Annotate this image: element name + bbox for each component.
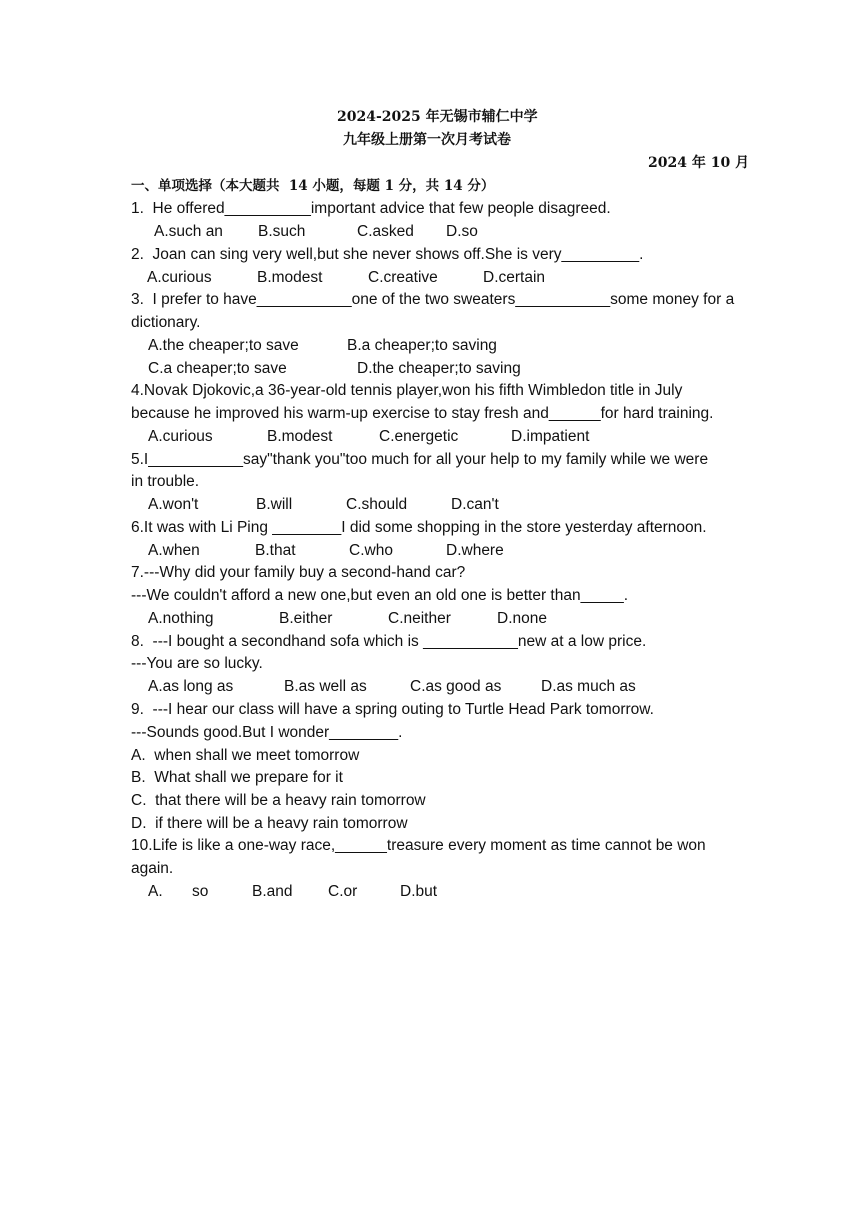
exam-subtitle: 九年级上册第一次月考试卷 xyxy=(343,132,511,148)
question-5-stem-cont: in trouble. xyxy=(131,473,200,490)
q9-option-a: A. when shall we meet tomorrow xyxy=(131,747,360,764)
q4-option-c: C.energetic xyxy=(379,428,459,445)
q5-option-d: D.can't xyxy=(451,496,499,513)
question-3-stem-cont: dictionary. xyxy=(131,314,201,331)
q7-option-d: D.none xyxy=(497,610,547,627)
q2-option-d: D.certain xyxy=(483,269,546,286)
question-4-stem-cont: because he improved his warm-up exercise to stay fresh and______for hard training. xyxy=(131,405,714,422)
q3-option-a: A.the cheaper;to save xyxy=(148,337,299,354)
q2-option-c: C.creative xyxy=(368,269,438,286)
question-2-stem: 2. Joan can sing very well,but she never shows off.She is very_________. xyxy=(131,246,644,263)
q4-option-b: B.modest xyxy=(267,428,333,445)
q3-option-c: C.a cheaper;to save xyxy=(148,360,287,377)
question-8-stem-cont: ---You are so lucky. xyxy=(131,655,263,672)
q8-option-b: B.as well as xyxy=(284,678,367,695)
q4-option-a: A.curious xyxy=(148,428,213,445)
q6-option-d: D.where xyxy=(446,542,504,559)
q1-option-a: A.such an xyxy=(154,223,223,240)
section-heading: 一、单项选择（本大题共 14 小题，每题 1 分，共 14 分） xyxy=(131,178,495,194)
q10-option-a-text: so xyxy=(192,883,209,900)
q1-option-c: C.asked xyxy=(357,223,414,240)
q3-option-b: B.a cheaper;to saving xyxy=(347,337,497,354)
question-7-stem-cont: ---We couldn't afford a new one,but even an old one is better than_____. xyxy=(131,587,628,604)
q2-option-b: B.modest xyxy=(257,269,323,286)
question-9-stem: 9. ---I hear our class will have a spring outing to Turtle Head Park tomorrow. xyxy=(131,701,654,718)
q1-option-b: B.such xyxy=(258,223,306,240)
question-3-stem: 3. I prefer to have___________one of the two sweaters___________some money for a xyxy=(131,291,735,308)
question-10-stem-cont: again. xyxy=(131,860,174,877)
exam-title: 2024-2025 年无锡市辅仁中学 xyxy=(337,109,538,125)
q8-option-d: D.as much as xyxy=(541,678,636,695)
q4-option-d: D.impatient xyxy=(511,428,590,445)
q6-option-c: C.who xyxy=(349,542,393,559)
q9-option-d: D. if there will be a heavy rain tomorrow xyxy=(131,815,408,832)
question-5-stem: 5.I___________say"thank you"too much for all your help to my family while we were xyxy=(131,451,709,468)
q9-option-b: B. What shall we prepare for it xyxy=(131,769,343,786)
question-1-stem: 1. He offered__________important advice that few people disagreed. xyxy=(131,200,611,217)
q8-option-c: C.as good as xyxy=(410,678,502,695)
q10-option-d: D.but xyxy=(400,883,438,900)
q10-option-b: B.and xyxy=(252,883,293,900)
q9-option-c: C. that there will be a heavy rain tomorrow xyxy=(131,792,426,809)
question-4-stem: 4.Novak Djokovic,a 36-year-old tennis player,won his fifth Wimbledon title in July xyxy=(131,382,683,399)
q7-option-c: C.neither xyxy=(388,610,451,627)
question-6-stem: 6.It was with Li Ping ________I did some shopping in the store yesterday afternoon. xyxy=(131,519,707,536)
q6-option-b: B.that xyxy=(255,542,296,559)
q2-option-a: A.curious xyxy=(147,269,212,286)
q5-option-b: B.will xyxy=(256,496,293,513)
q3-option-d: D.the cheaper;to saving xyxy=(357,360,521,377)
exam-date: 2024 年 10 月 xyxy=(648,155,750,171)
question-8-stem: 8. ---I bought a secondhand sofa which is ___________new at a low price. xyxy=(131,633,647,650)
question-10-stem: 10.Life is like a one-way race,______treasure every moment as time cannot be won xyxy=(131,837,706,854)
q7-option-a: A.nothing xyxy=(148,610,214,627)
q6-option-a: A.when xyxy=(148,542,200,559)
q5-option-a: A.won't xyxy=(148,496,199,513)
q5-option-c: C.should xyxy=(346,496,408,513)
q7-option-b: B.either xyxy=(279,610,333,627)
q1-option-d: D.so xyxy=(446,223,478,240)
q10-option-a: A. xyxy=(148,883,163,900)
question-9-stem-cont: ---Sounds good.But I wonder________. xyxy=(131,724,403,741)
q10-option-c: C.or xyxy=(328,883,358,900)
question-7-stem: 7.---Why did your family buy a second-hand car? xyxy=(131,564,466,581)
q8-option-a: A.as long as xyxy=(148,678,234,695)
